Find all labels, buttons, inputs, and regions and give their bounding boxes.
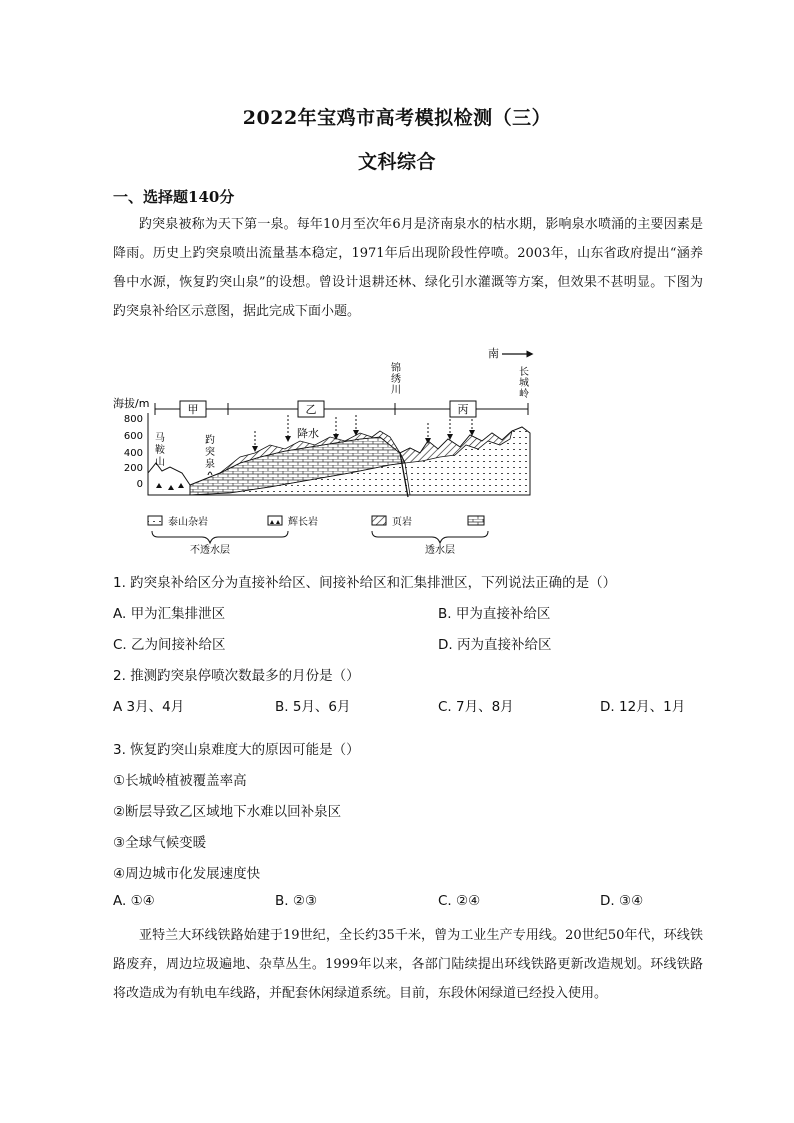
question-2-stem: 2. 推测趵突泉停喷次数最多的月份是（） — [113, 668, 360, 684]
legend-impermeable: 不透水层 — [190, 545, 230, 556]
y-tick: 200 — [123, 463, 143, 474]
q1-option-a[interactable]: A. 甲为汇集排泄区 — [113, 606, 226, 622]
y-axis-label: 海拔/m — [113, 397, 150, 410]
legend-permeable: 透水层 — [425, 545, 455, 556]
q3-option-a[interactable]: A. ①④ — [113, 893, 155, 909]
legend-huichang: 辉长岩 — [288, 517, 318, 528]
y-tick: 800 — [123, 414, 143, 425]
label-rain: 降水 — [297, 427, 319, 440]
q3-statement-2: ②断层导致乙区域地下水难以回补泉区 — [113, 804, 342, 820]
q3-option-c[interactable]: C. ②④ — [438, 893, 481, 909]
page-title: 2022年宝鸡市高考模拟检测（三） — [242, 107, 552, 129]
q3-statement-3: ③全球气候变暖 — [113, 835, 207, 851]
q1-option-b[interactable]: B. 甲为直接补给区 — [438, 606, 551, 622]
q2-option-c[interactable]: C. 7月、8月 — [438, 699, 514, 715]
q2-option-a[interactable]: A 3月、4月 — [113, 699, 185, 715]
y-tick: 600 — [123, 431, 143, 442]
question-1-stem: 1. 趵突泉补给区分为直接补给区、间接补给区和汇集排泄区，下列说法正确的是（） — [113, 575, 617, 591]
y-tick: 400 — [123, 448, 143, 459]
legend-taishan: 泰山杂岩 — [168, 517, 208, 528]
label-jinxiuchuan: 锦绣川 — [391, 363, 401, 396]
passage-1 — [113, 210, 703, 326]
zone-bing: 丙 — [457, 403, 469, 416]
question-3-stem: 3. 恢复趵突山泉难度大的原因可能是（） — [113, 742, 360, 758]
page-subtitle: 文科综合 — [357, 151, 436, 173]
zone-yi: 乙 — [305, 403, 317, 416]
q2-option-b[interactable]: B. 5月、6月 — [275, 699, 351, 715]
passage-2 — [113, 921, 703, 1008]
q3-option-d[interactable]: D. ③④ — [600, 893, 644, 909]
q1-option-d[interactable]: D. 丙为直接补给区 — [438, 637, 552, 653]
direction-label: 南 — [488, 347, 499, 360]
q2-option-d[interactable]: D. 12月、1月 — [600, 699, 686, 715]
legend-yeyan: 页岩 — [392, 517, 412, 528]
zone-jia: 甲 — [187, 403, 199, 416]
label-baotuquan: 趵突泉 — [205, 435, 215, 470]
spring-recharge-diagram — [110, 345, 540, 560]
y-tick: 0 — [136, 479, 143, 490]
q3-option-b[interactable]: B. ②③ — [275, 893, 318, 909]
label-maanshan: 马鞍山 — [155, 433, 165, 468]
q3-statement-4: ④周边城市化发展速度快 — [113, 866, 261, 882]
q3-statement-1: ①长城岭植被覆盖率高 — [113, 773, 247, 789]
section-heading: 一、选择题140分 — [113, 188, 235, 206]
passage-1-text: 趵突泉被称为天下第一泉。每年10月至次年6月是济南泉水的枯水期，影响泉水喷涌的主要因素是降雨。历史上趵突泉喷出流量基本稳定，1971年后出现阶段性停喷。2003年，山东省政府提出“涵养鲁中水源，恢复趵突山泉”的设想。曾设计退耕还林、绿化引水灌溉等方案，但效果不甚明显。下图为趵突泉补给区示意图，据此完成下面小题。 — [113, 217, 703, 319]
passage-2-text: 亚特兰大环线铁路始建于19世纪，全长约35千米，曾为工业生产专用线。20世纪50年代，环线铁路废弃，周边垃圾遍地、杂草丛生。1999年以来，各部门陆续提出环线铁路更新改造规划。环线铁路将改造成为有轨电车线路，并配套休闲绿道系统。目前，东段休闲绿道已经投入使用。 — [113, 928, 703, 1001]
label-changchengling: 长城岭 — [519, 367, 529, 400]
q1-option-c[interactable]: C. 乙为间接补给区 — [113, 637, 226, 653]
